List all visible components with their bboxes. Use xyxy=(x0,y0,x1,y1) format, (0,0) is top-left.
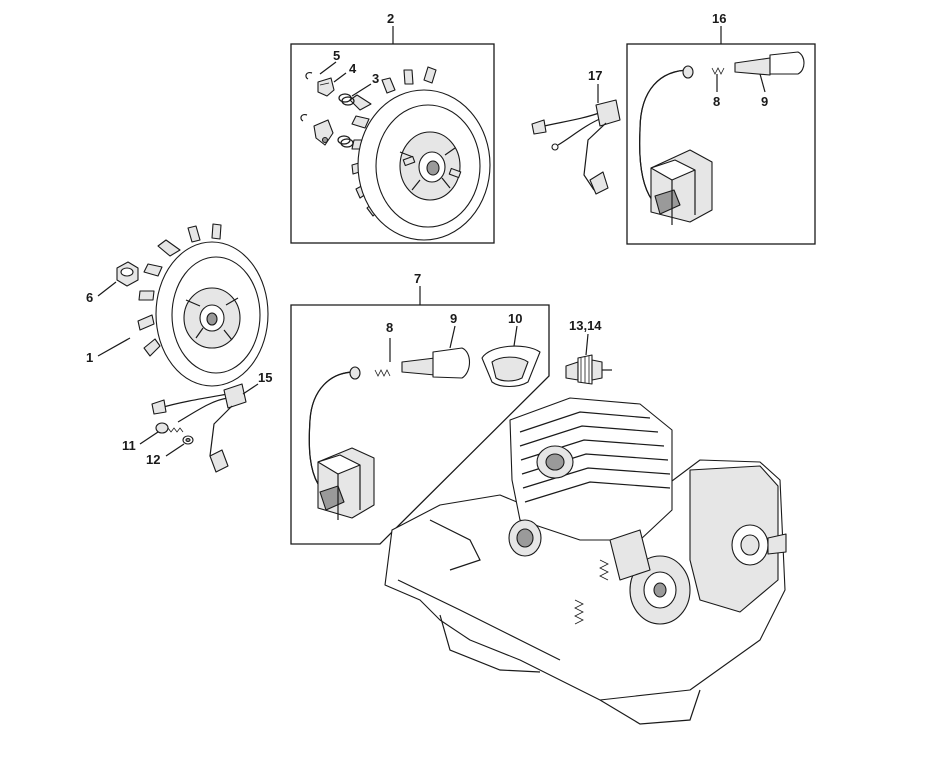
callout-2: 2 xyxy=(387,11,395,26)
callout-3: 3 xyxy=(372,71,380,86)
callout-8-upper: 8 xyxy=(713,94,721,109)
callout-6: 6 xyxy=(86,290,94,305)
callout-4: 4 xyxy=(349,61,357,76)
nut-6 xyxy=(117,262,138,286)
callout-9-upper: 9 xyxy=(761,94,769,109)
flywheel-with-pawls xyxy=(350,67,490,240)
pawl-upper xyxy=(318,78,334,96)
callout-15: 15 xyxy=(258,370,273,385)
callout-12: 12 xyxy=(146,452,161,467)
callout-1: 1 xyxy=(86,350,94,365)
spring-8-upper xyxy=(712,68,724,74)
spark-boot-9-lower xyxy=(402,348,470,378)
circlip-upper xyxy=(306,73,312,79)
screw-11 xyxy=(156,423,183,433)
callout-11: 11 xyxy=(122,438,136,453)
callout-8-lower: 8 xyxy=(386,320,394,335)
callout-16: 16 xyxy=(712,11,727,26)
callout-7: 7 xyxy=(414,271,422,286)
spark-plug-13-14 xyxy=(566,355,612,384)
callout-9-lower: 9 xyxy=(450,311,458,326)
engine-crankcase-assembly xyxy=(385,398,786,724)
short-circuit-wire-17 xyxy=(532,100,620,194)
callout-10: 10 xyxy=(508,311,523,326)
washer-12 xyxy=(183,436,193,444)
boot-cover-10 xyxy=(482,346,540,386)
flywheel-1 xyxy=(138,224,268,386)
circlip-lower xyxy=(301,115,307,121)
callout-13-14: 13,14 xyxy=(569,318,602,333)
callout-17: 17 xyxy=(588,68,603,83)
callout-5: 5 xyxy=(333,48,341,63)
spark-boot-9-upper xyxy=(735,52,804,75)
spring-8-lower xyxy=(375,370,390,376)
pawl-lower xyxy=(314,120,333,145)
ignition-module-lower xyxy=(309,367,374,520)
ignition-module-upper xyxy=(640,66,712,225)
spring-lower xyxy=(338,136,353,147)
